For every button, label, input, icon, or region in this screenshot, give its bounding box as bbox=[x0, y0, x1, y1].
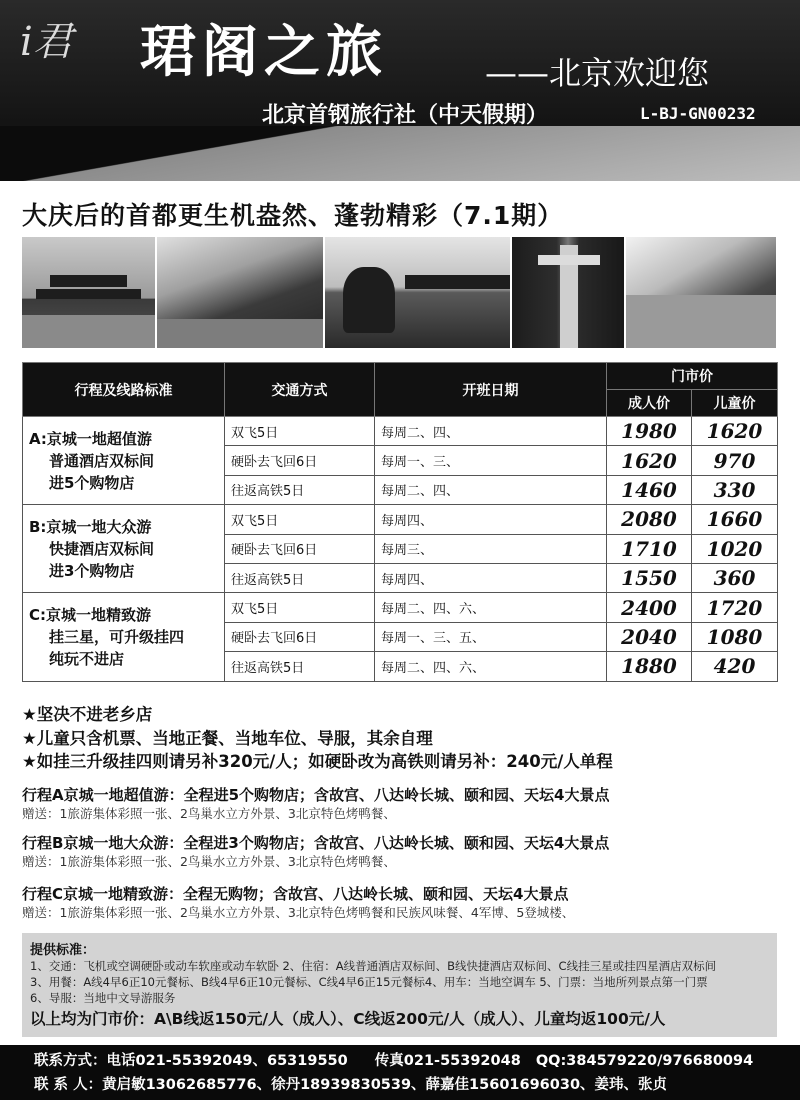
itinerary-b-gifts: 赠送：1旅游集体彩照一张、2鸟巢水立方外景、3北京特色烤鸭餐、 bbox=[22, 854, 396, 869]
note-item: ★坚决不进老乡店 bbox=[22, 705, 153, 724]
service-standards-box bbox=[22, 933, 777, 1037]
header-route: 行程及线路标准 bbox=[23, 363, 225, 417]
child-price-cell: 1020 bbox=[692, 534, 778, 563]
lion-statue-photo bbox=[325, 237, 510, 348]
great-wall-mountain-photo bbox=[626, 237, 776, 348]
dates-cell: 每周二、四、 bbox=[375, 417, 607, 446]
route-b-line-1: B:京城一地大众游 bbox=[29, 517, 152, 536]
note-item: ★如挂三升级挂四则请另补320元/人；如硬卧改为高铁则请另补：240元/人单程 bbox=[22, 752, 613, 771]
route-price-table bbox=[22, 362, 778, 682]
dates-cell: 每周三、 bbox=[375, 534, 607, 563]
note-item: ★儿童只含机票、当地正餐、当地车位、导服，其余自理 bbox=[22, 728, 433, 748]
route-a-line-3: 进5个购物店 bbox=[49, 473, 135, 492]
child-price-cell: 1720 bbox=[692, 593, 778, 622]
adult-price-cell: 1710 bbox=[607, 534, 692, 563]
adult-price-cell: 2080 bbox=[607, 505, 692, 534]
itinerary-c-gifts: 赠送：1旅游集体彩照一张、2鸟巢水立方外景、3北京特色烤鸭餐和民族风味餐、4军博、5登城楼、 bbox=[22, 905, 575, 920]
itinerary-a-gifts: 赠送：1旅游集体彩照一张、2鸟巢水立方外景、3北京特色烤鸭餐、 bbox=[22, 806, 396, 821]
itinerary-a bbox=[22, 785, 782, 822]
itinerary-b-summary: 行程B京城一地大众游：全程进3个购物店；含故宫、八达岭长城、颐和园、天坛4大景点 bbox=[22, 834, 610, 852]
child-price-cell: 1620 bbox=[692, 417, 778, 446]
table-row bbox=[23, 505, 778, 534]
route-b-line-2: 快捷酒店双标间 bbox=[49, 539, 155, 558]
huabiao-pillar-photo bbox=[512, 237, 624, 348]
transport-cell: 硬卧去飞回6日 bbox=[225, 446, 375, 475]
service-line: 3、用餐：A线4早6正10元餐标、B线4早6正10元餐标、C线4早6正15元餐标4、用车：当地空调车 5、门票：当地所列景点第一门票 bbox=[30, 975, 708, 989]
table-row bbox=[23, 417, 778, 446]
header-transport: 交通方式 bbox=[225, 363, 375, 417]
palace-photo bbox=[22, 237, 155, 348]
route-b-cell bbox=[23, 505, 225, 593]
route-a-line-1: A:京城一地超值游 bbox=[29, 429, 152, 448]
transport-cell: 硬卧去飞回6日 bbox=[225, 622, 375, 651]
photo-strip bbox=[22, 237, 776, 348]
transport-cell: 往返高铁5日 bbox=[225, 563, 375, 592]
table-row bbox=[23, 593, 778, 622]
child-price-cell: 970 bbox=[692, 446, 778, 475]
route-c-line-3: 纯玩不进店 bbox=[49, 649, 125, 668]
service-line: 6、导服：当地中文导游服务 bbox=[30, 991, 176, 1005]
child-price-cell: 360 bbox=[692, 563, 778, 592]
adult-price-cell: 1620 bbox=[607, 446, 692, 475]
license-number: L-BJ-GN00232 bbox=[640, 104, 756, 123]
contact-fax: 传真021-55392048 bbox=[374, 1053, 521, 1069]
notes-list bbox=[22, 703, 613, 774]
great-wall-photo bbox=[157, 237, 323, 348]
transport-cell: 往返高铁5日 bbox=[225, 475, 375, 504]
adult-price-cell: 2040 bbox=[607, 622, 692, 651]
child-price-cell: 1660 bbox=[692, 505, 778, 534]
transport-cell: 往返高铁5日 bbox=[225, 652, 375, 681]
dates-cell: 每周一、三、 bbox=[375, 446, 607, 475]
route-a-cell bbox=[23, 417, 225, 505]
adult-price-cell: 1550 bbox=[607, 563, 692, 592]
itinerary-b bbox=[22, 833, 782, 870]
route-c-cell bbox=[23, 593, 225, 681]
adult-price-cell: 1980 bbox=[607, 417, 692, 446]
route-c-line-2: 挂三星，可升级挂四 bbox=[49, 627, 185, 646]
header-dates: 开班日期 bbox=[375, 363, 607, 417]
transport-cell: 双飞5日 bbox=[225, 593, 375, 622]
service-title: 提供标准： bbox=[30, 943, 96, 958]
brand-logo: i君 bbox=[20, 19, 73, 65]
transport-cell: 双飞5日 bbox=[225, 505, 375, 534]
dates-cell: 每周四、 bbox=[375, 505, 607, 534]
route-b-line-3: 进3个购物店 bbox=[49, 561, 135, 580]
route-a-line-2: 普通酒店双标间 bbox=[49, 451, 155, 470]
adult-price-cell: 2400 bbox=[607, 593, 692, 622]
page-headline: 大庆后的首都更生机盎然、蓬勃精彩（7.1期） bbox=[22, 201, 564, 230]
header-divider-band bbox=[0, 126, 800, 181]
welcome-slogan: ——北京欢迎您 bbox=[485, 54, 710, 92]
rebate-note: 以上均为门市价：A\B线返150元/人（成人）、C线返200元/人（成人）、儿童均返100元/人 bbox=[30, 1010, 666, 1028]
contact-phone: 联系方式：电话021-55392049、65319550 bbox=[34, 1053, 348, 1069]
adult-price-cell: 1460 bbox=[607, 475, 692, 504]
contact-qq: QQ:384579220/976680094 bbox=[535, 1053, 754, 1069]
child-price-cell: 420 bbox=[692, 652, 778, 681]
transport-cell: 硬卧去飞回6日 bbox=[225, 534, 375, 563]
agency-name: 北京首钢旅行社（中天假期） bbox=[262, 103, 549, 128]
dates-cell: 每周四、 bbox=[375, 563, 607, 592]
itinerary-a-summary: 行程A京城一地超值游：全程进5个购物店；含故宫、八达岭长城、颐和园、天坛4大景点 bbox=[22, 786, 610, 804]
dates-cell: 每周二、四、六、 bbox=[375, 652, 607, 681]
route-c-line-1: C:京城一地精致游 bbox=[29, 605, 152, 624]
itinerary-c bbox=[22, 884, 782, 921]
dates-cell: 每周二、四、六、 bbox=[375, 593, 607, 622]
header-price-group: 门市价 bbox=[607, 363, 778, 390]
dates-cell: 每周二、四、 bbox=[375, 475, 607, 504]
adult-price-cell: 1880 bbox=[607, 652, 692, 681]
header-child-price: 儿童价 bbox=[692, 390, 778, 417]
child-price-cell: 330 bbox=[692, 475, 778, 504]
contact-footer bbox=[0, 1045, 800, 1100]
dates-cell: 每周一、三、五、 bbox=[375, 622, 607, 651]
itinerary-c-summary: 行程C京城一地精致游：全程无购物；含故宫、八达岭长城、颐和园、天坛4大景点 bbox=[22, 885, 569, 903]
child-price-cell: 1080 bbox=[692, 622, 778, 651]
transport-cell: 双飞5日 bbox=[225, 417, 375, 446]
service-line: 1、交通：飞机或空调硬卧或动车软座或动车软卧 2、住宿：A线普通酒店双标间、B线快捷酒店双标间、C线挂三星或挂四星酒店双标间 bbox=[30, 959, 717, 973]
header-adult-price: 成人价 bbox=[607, 390, 692, 417]
brand-title: 珺阁之旅 bbox=[140, 19, 388, 85]
contact-persons: 联 系 人：黄启敏13062685776、徐丹18939830539、薛嘉佳15601696030、姜玮、张贞 bbox=[34, 1077, 668, 1093]
